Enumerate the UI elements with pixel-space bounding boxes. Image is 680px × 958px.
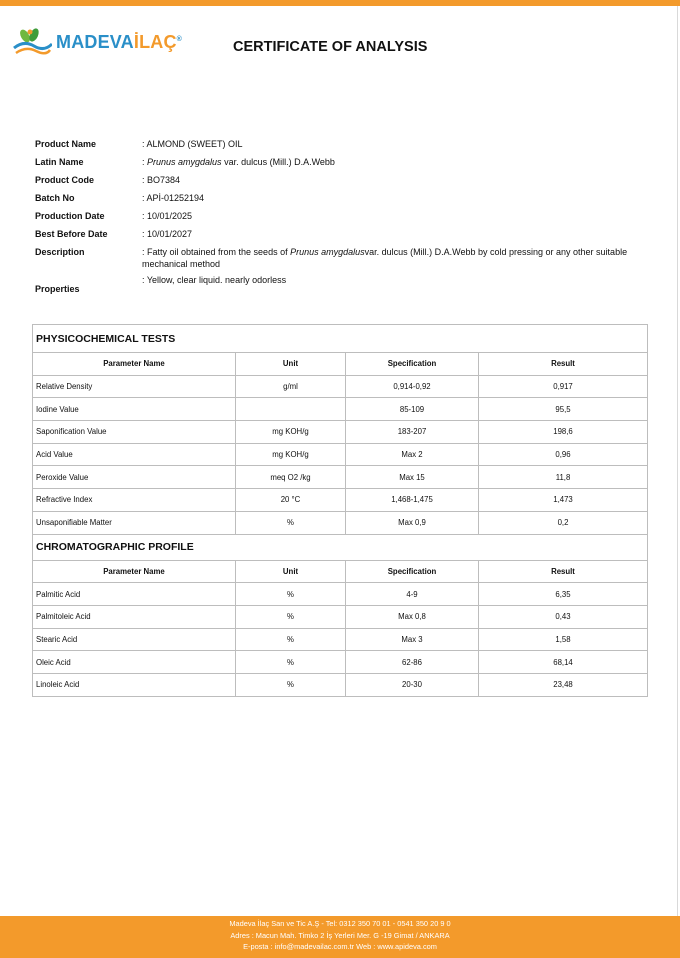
- specification-cell: Max 3: [346, 628, 479, 651]
- chroma-header-specification: Specification: [346, 560, 479, 583]
- best-before-value: : 10/01/2027: [142, 229, 193, 239]
- table-row: [33, 443, 648, 466]
- unit-cell: mg KOH/g: [236, 421, 346, 444]
- parameter-name-cell: Relative Density: [33, 375, 236, 398]
- batch-no-value: : APİ-01252194: [142, 193, 205, 203]
- logo-wordmark: [56, 32, 182, 53]
- unit-cell: 20 °C: [236, 489, 346, 512]
- physico-header-parameter: Parameter Name: [33, 353, 236, 376]
- parameter-name-cell: Peroxide Value: [33, 466, 236, 489]
- parameter-name-cell: Oleic Acid: [33, 651, 236, 674]
- result-cell: 6,35: [479, 583, 648, 606]
- table-row: [33, 511, 648, 534]
- table-row: [33, 605, 648, 628]
- result-cell: 95,5: [479, 398, 648, 421]
- production-date-value: : 10/01/2025: [142, 211, 193, 221]
- table-row: [33, 628, 648, 651]
- latin-name-italic: Prunus amygdalus: [147, 157, 222, 167]
- unit-cell: mg KOH/g: [236, 443, 346, 466]
- table-row: [33, 421, 648, 444]
- chroma-header-row: [33, 560, 648, 583]
- result-cell: 23,48: [479, 673, 648, 696]
- physico-header-specification: Specification: [346, 353, 479, 376]
- unit-cell: [236, 398, 346, 421]
- logo-accent-text: İLAÇ: [133, 32, 177, 52]
- table-row: [33, 398, 648, 421]
- description-italic: Prunus amygdalus: [290, 247, 365, 257]
- result-cell: 198,6: [479, 421, 648, 444]
- latin-name-rest: var. dulcus (Mill.) D.A.Webb: [221, 157, 335, 167]
- description-prefix: : Fatty oil obtained from the seeds of: [142, 247, 291, 257]
- document-title: CERTIFICATE OF ANALYSIS: [233, 39, 428, 55]
- chroma-table-body: [33, 534, 648, 696]
- specification-cell: Max 15: [346, 466, 479, 489]
- physico-section-title: PHYSICOCHEMICAL TESTS: [33, 325, 648, 353]
- parameter-name-cell: Palmitic Acid: [33, 583, 236, 606]
- specification-cell: 85-109: [346, 398, 479, 421]
- unit-cell: %: [236, 651, 346, 674]
- footer-address-line: Adres : Macun Mah. Timko 2 İş Yerleri Mer. G -19 Gimat / ANKARA: [230, 930, 450, 940]
- chroma-header-result: Result: [479, 560, 648, 583]
- parameter-name-cell: Palmitoleic Acid: [33, 605, 236, 628]
- parameter-name-cell: Iodine Value: [33, 398, 236, 421]
- specification-cell: 62-86: [346, 651, 479, 674]
- specification-cell: 183-207: [346, 421, 479, 444]
- footer-contact: [0, 916, 680, 958]
- product-name-value: : ALMOND (SWEET) OIL: [142, 139, 243, 149]
- result-cell: 0,2: [479, 511, 648, 534]
- latin-name-value: [142, 157, 647, 169]
- footer-company-line: Madeva İlaç San ve Tic A.Ş - Tel: 0312 350 70 01 - 0541 350 20 9 0: [229, 919, 451, 928]
- result-cell: 0,43: [479, 605, 648, 628]
- table-row: [33, 466, 648, 489]
- analysis-table: [32, 324, 648, 697]
- parameter-name-cell: Unsaponifiable Matter: [33, 511, 236, 534]
- result-cell: 11,8: [479, 466, 648, 489]
- description-label: Description: [35, 247, 85, 257]
- specification-cell: 0,914-0,92: [346, 375, 479, 398]
- batch-no-label: Batch No: [35, 193, 75, 203]
- unit-cell: %: [236, 673, 346, 696]
- physico-table-body: [33, 325, 648, 535]
- specification-cell: Max 0,8: [346, 605, 479, 628]
- specification-cell: 20-30: [346, 673, 479, 696]
- specification-cell: Max 0,9: [346, 511, 479, 534]
- physico-section-row: [33, 325, 648, 353]
- chroma-header-parameter: Parameter Name: [33, 560, 236, 583]
- parameter-name-cell: Saponification Value: [33, 421, 236, 444]
- best-before-label: Best Before Date: [35, 229, 108, 239]
- product-name-label: Product Name: [35, 139, 97, 149]
- unit-cell: %: [236, 583, 346, 606]
- page-edge-line: [677, 6, 678, 916]
- production-date-label: Production Date: [35, 211, 105, 221]
- unit-cell: %: [236, 628, 346, 651]
- description-rest: var. dulcus (Mill.) D.A.Webb by cold pressing or any other suitable mechanical method: [142, 247, 628, 269]
- table-row: [33, 375, 648, 398]
- unit-cell: g/ml: [236, 375, 346, 398]
- result-cell: 0,96: [479, 443, 648, 466]
- latin-name-label: Latin Name: [35, 157, 84, 167]
- footer-email-web-line: E-posta : info@madevailac.com.tr Web : www.apideva.com: [243, 942, 437, 951]
- unit-cell: %: [236, 605, 346, 628]
- table-row: [33, 489, 648, 512]
- unit-cell: %: [236, 511, 346, 534]
- result-cell: 0,917: [479, 375, 648, 398]
- table-row: [33, 673, 648, 696]
- company-logo: [12, 26, 182, 60]
- parameter-name-cell: Stearic Acid: [33, 628, 236, 651]
- physico-header-result: Result: [479, 353, 648, 376]
- properties-label: Properties: [35, 284, 80, 294]
- chroma-header-unit: Unit: [236, 560, 346, 583]
- specification-cell: 1,468-1,475: [346, 489, 479, 512]
- product-code-value: : BO7384: [142, 175, 181, 185]
- physico-header-row: [33, 353, 648, 376]
- result-cell: 68,14: [479, 651, 648, 674]
- table-row: [33, 583, 648, 606]
- top-accent-bar: [0, 0, 680, 6]
- chroma-section-title: CHROMATOGRAPHIC PROFILE: [33, 534, 648, 560]
- specification-cell: 4-9: [346, 583, 479, 606]
- product-code-label: Product Code: [35, 175, 95, 185]
- chroma-section-row: [33, 534, 648, 560]
- logo-registered-mark: ®: [176, 36, 183, 43]
- properties-value: : Yellow, clear liquid. nearly odorless: [142, 275, 287, 285]
- result-cell: 1,473: [479, 489, 648, 512]
- table-row: [33, 651, 648, 674]
- parameter-name-cell: Linoleic Acid: [33, 673, 236, 696]
- parameter-name-cell: Refractive Index: [33, 489, 236, 512]
- unit-cell: meq O2 /kg: [236, 466, 346, 489]
- latin-name-prefix: :: [142, 157, 148, 167]
- description-value: [142, 247, 647, 270]
- logo-main-text: MADEVA: [56, 32, 134, 52]
- result-cell: 1,58: [479, 628, 648, 651]
- parameter-name-cell: Acid Value: [33, 443, 236, 466]
- physico-header-unit: Unit: [236, 353, 346, 376]
- leaf-wave-logo-icon: [12, 26, 52, 60]
- specification-cell: Max 2: [346, 443, 479, 466]
